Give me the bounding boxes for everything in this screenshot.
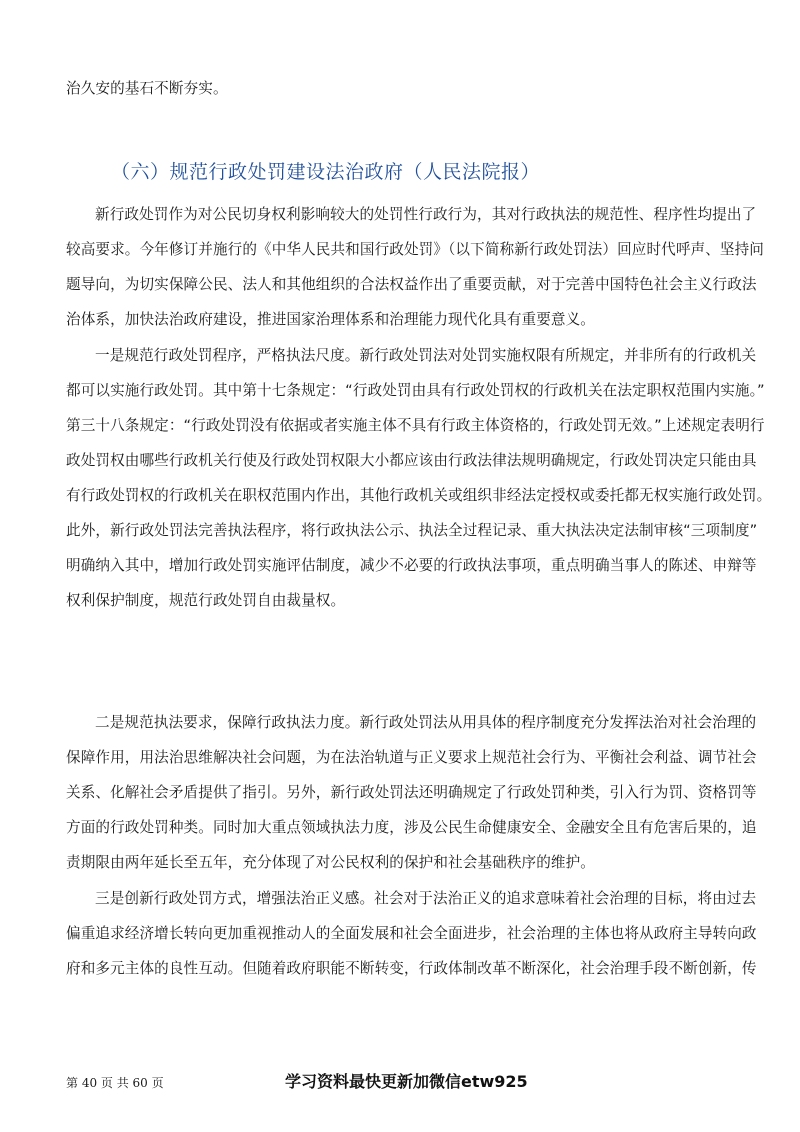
paragraph-line: 有行政处罚权的行政机关在职权范围内作出，其他行政机关或组织非经法定授权或委托都无权实施行政处罚。 — [66, 487, 772, 504]
paragraph-line: 方面的行政处罚种类。同时加大重点领域执法力度，涉及公民生命健康安全、金融安全且有危害后果的，追 — [66, 819, 757, 836]
page-number: 第 40 页 共 60 页 — [66, 1076, 164, 1090]
paragraph-line: 政处罚权由哪些行政机关行使及行政处罚权限大小都应该由行政法律法规明确规定，行政处罚决定只能由具 — [66, 452, 757, 469]
paragraph-line: 一是规范行政处罚程序，严格执法尺度。新行政处罚法对处罚实施权限有所规定，并非所有的行政机关 — [95, 347, 757, 364]
paragraph-line: 权利保护制度，规范行政处罚自由裁量权。 — [66, 592, 346, 609]
paragraph-line: 责期限由两年延长至五年，充分体现了对公民权利的保护和社会基础秩序的维护。 — [66, 854, 595, 871]
paragraph-line: 新行政处罚作为对公民切身权利影响较大的处罚性行政行为，其对行政执法的规范性、程序性均提出了 — [95, 206, 757, 223]
continuation-line: 治久安的基石不断夯实。 — [66, 80, 228, 97]
paragraph-line: 关系、化解社会矛盾提供了指引。另外，新行政处罚法还明确规定了行政处罚种类，引入行为罚、资格罚等 — [66, 784, 757, 801]
paragraph-line: 都可以实施行政处罚。其中第十七条规定：“行政处罚由具有行政处罚权的行政机关在法定职权范围内实施。” — [66, 382, 765, 399]
paragraph-line: 此外，新行政处罚法完善执法程序，将行政执法公示、执法全过程记录、重大执法决定法制审核“三项制度” — [66, 522, 758, 539]
section-heading: （六）规范行政处罚建设法治政府（人民法院报） — [111, 161, 541, 183]
paragraph-line: 府和多元主体的良性互动。但随着政府职能不断转变，行政体制改革不断深化，社会治理手段不断创新，传 — [66, 960, 757, 977]
paragraph-line: 偏重追求经济增长转向更加重视推动人的全面发展和社会全面进步，社会治理的主体也将从政府主导转向政 — [66, 925, 757, 942]
paragraph-line: 保障作用，用法治思维解决社会问题，为在法治轨道与正义要求上规范社会行为、平衡社会利益、调节社会 — [66, 749, 757, 766]
paragraph-line: 第三十八条规定：“行政处罚没有依据或者实施主体不具有行政主体资格的，行政处罚无效。”上述规定表明行 — [66, 417, 765, 434]
paragraph-line: 治体系，加快法治政府建设，推进国家治理体系和治理能力现代化具有重要意义。 — [66, 311, 595, 328]
paragraph-line: 明确纳入其中，增加行政处罚实施评估制度，减少不必要的行政执法事项，重点明确当事人的陈述、申辩等 — [66, 557, 757, 574]
paragraph-line: 较高要求。今年修订并施行的《中华人民共和国行政处罚》（以下简称新行政处罚法）回应时代呼声、坚持问 — [66, 241, 765, 258]
paragraph-line: 二是规范执法要求，保障行政执法力度。新行政处罚法从用具体的程序制度充分发挥法治对社会治理的 — [95, 714, 757, 731]
paragraph-line: 三是创新行政处罚方式，增强法治正义感。社会对于法治正义的追求意味着社会治理的目标，将由过去 — [95, 890, 757, 907]
paragraph-line: 题导向，为切实保障公民、法人和其他组织的合法权益作出了重要贡献，对于完善中国特色社会主义行政法 — [66, 276, 757, 293]
wechat-notice: 学习资料最快更新加微信etw925 — [285, 1072, 528, 1091]
